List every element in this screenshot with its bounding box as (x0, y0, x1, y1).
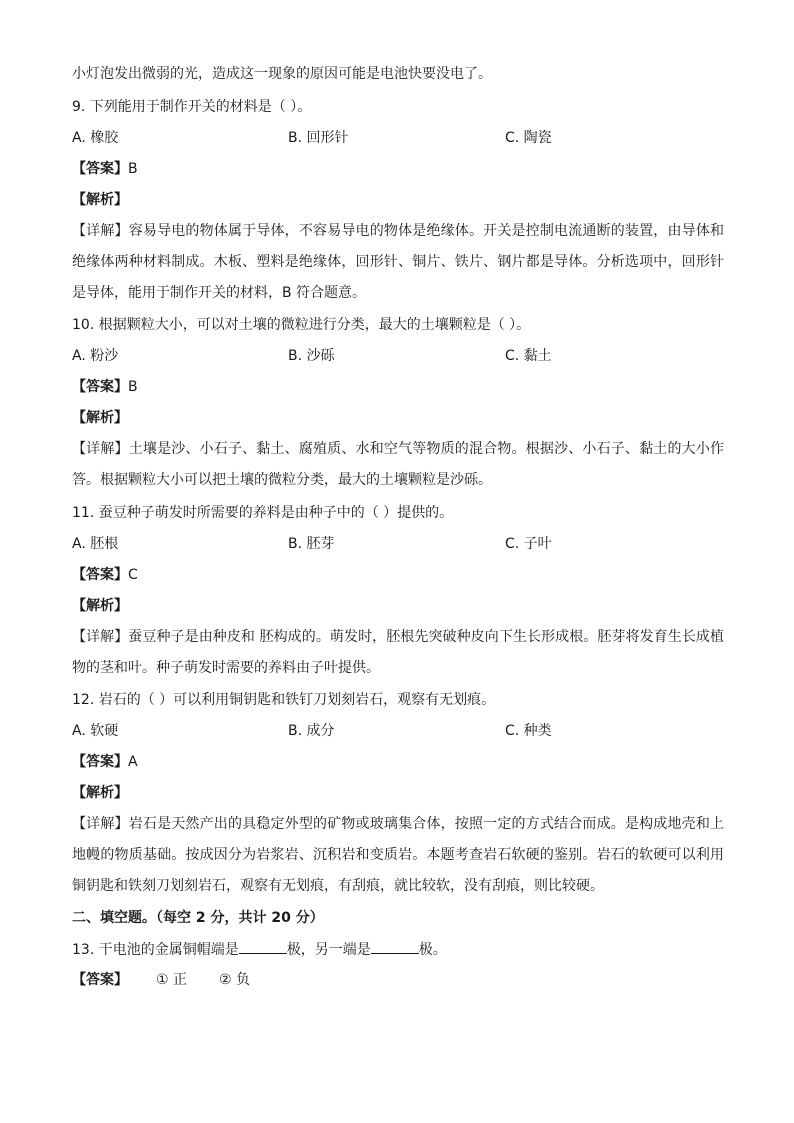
stem-part-3: 极。 (418, 942, 447, 958)
question-11-options (72, 534, 724, 554)
question-11-detail: 【详解】蚕豆种子是由种皮和 胚构成的。萌发时，胚根先突破种皮向下生长形成根。胚芽将发育生长成植物的茎和叶。种子萌发时需要的养料由子叶提供。 (72, 629, 724, 676)
answer-value: C (128, 567, 138, 583)
option-a: A. 软硬 (72, 723, 119, 739)
option-c: C. 种类 (505, 723, 552, 739)
option-c: C. 子叶 (505, 536, 552, 552)
question-10-options (72, 346, 724, 366)
answer-value: B (128, 161, 138, 177)
question-12-detail: 【详解】岩石是天然产出的具稳定外型的矿物或玻璃集合体，按照一定的方式结合而成。是构成地壳和上地幔的物质基础。按成因分为岩浆岩、沉积岩和变质岩。本题考查岩石软硬的鉴别。岩石的软硬可以利用铜钥匙和铁刻刀划刻岩石，观察有无划痕，有刮痕，就比较软，没有刮痕，则比较硬。 (72, 816, 724, 894)
question-11-analysis-label: 【解析】 (72, 598, 128, 614)
question-12-analysis-label: 【解析】 (72, 785, 128, 801)
answer-value: A (128, 754, 138, 770)
answer-label: 【答案】 (72, 161, 128, 177)
question-12-stem: 12. 岩石的（ ）可以利用铜钥匙和铁钉刀划刻岩石，观察有无划痕。 (72, 692, 496, 708)
question-11-answer (72, 565, 138, 585)
answer-2: ② 负 (219, 972, 251, 988)
answer-label: 【答案】 (72, 567, 128, 583)
question-9-analysis-label: 【解析】 (72, 192, 128, 208)
option-b: B. 沙砾 (288, 348, 335, 364)
question-13-stem (72, 939, 447, 960)
question-9-answer (72, 159, 138, 179)
blank-2 (371, 939, 419, 954)
section-heading: 二、填空题。（每空 2 分，共计 20 分） (72, 910, 324, 926)
option-a: A. 粉沙 (72, 348, 119, 364)
question-10-detail: 【详解】土壤是沙、小石子、黏土、腐殖质、水和空气等物质的混合物。根据沙、小石子、黏土的大小作答。根据颗粒大小可以把土壤的微粒分类，最大的土壤颗粒是沙砾。 (72, 441, 724, 488)
intro-text: 小灯泡发出微弱的光，造成这一现象的原因可能是电池快要没电了。 (72, 66, 492, 82)
answer-label: 【答案】 (72, 754, 128, 770)
answer-1: ① 正 (156, 972, 188, 988)
answer-value: B (128, 379, 138, 395)
question-9-stem: 9. 下列能用于制作开关的材料是（ ）。 (72, 99, 312, 115)
answer-label: 【答案】 (72, 379, 128, 395)
question-10-stem: 10. 根据颗粒大小，可以对土壤的微粒进行分类，最大的土壤颗粒是（ ）。 (72, 317, 531, 333)
answer-label: 【答案】 (72, 972, 128, 988)
stem-part-2: 极，另一端是 (286, 942, 371, 958)
option-b: B. 成分 (288, 723, 335, 739)
question-13-answer (72, 970, 250, 990)
option-c: C. 黏土 (505, 348, 552, 364)
question-11-stem: 11. 蚕豆种子萌发时所需要的养料是由种子中的（ ）提供的。 (72, 505, 454, 521)
blank-1 (239, 939, 287, 954)
question-10-analysis-label: 【解析】 (72, 410, 128, 426)
option-a: A. 橡胶 (72, 130, 119, 146)
question-12-options (72, 721, 724, 741)
option-a: A. 胚根 (72, 536, 119, 552)
option-c: C. 陶瓷 (505, 130, 552, 146)
question-9-options (72, 128, 724, 148)
stem-part-1: 13. 干电池的金属铜帽端是 (72, 942, 239, 958)
option-b: B. 胚芽 (288, 536, 335, 552)
question-9-detail: 【详解】容易导电的物体属于导体，不容易导电的物体是绝缘体。开关是控制电流通断的装置，由导体和绝缘体两种材料制成。木板、塑料是绝缘体，回形针、铜片、铁片、钢片都是导体。分析选项中，回形针是导体，能用于制作开关的材料，B 符合题意。 (72, 223, 724, 301)
option-b: B. 回形针 (288, 130, 349, 146)
question-12-answer (72, 752, 138, 772)
question-10-answer (72, 377, 138, 397)
